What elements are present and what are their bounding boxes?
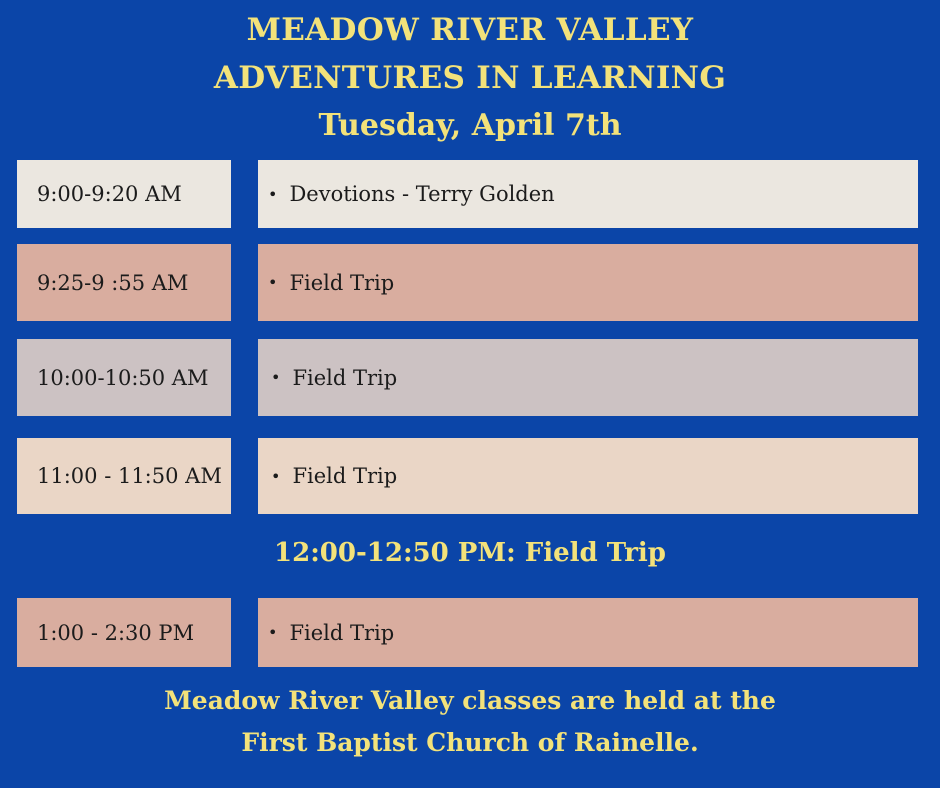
activity-cell xyxy=(258,598,918,667)
activity-label: Field Trip xyxy=(292,464,398,488)
activity-cell xyxy=(258,160,918,228)
footer-line-2: First Baptist Church of Rainelle. xyxy=(241,728,699,757)
schedule-row xyxy=(0,438,940,514)
time-cell: 9:25-9 :55 AM xyxy=(17,244,231,321)
noon-schedule-line: 12:00-12:50 PM: Field Trip xyxy=(274,538,666,568)
bullet-icon: • xyxy=(271,368,281,387)
schedule-row xyxy=(0,598,940,667)
schedule-row xyxy=(0,160,940,228)
activity-cell xyxy=(258,438,918,514)
bullet-icon: • xyxy=(271,466,281,486)
time-cell: 11:00 - 11:50 AM xyxy=(17,438,231,514)
schedule-row xyxy=(0,339,940,416)
schedule-row xyxy=(0,244,940,321)
time-cell: 9:00-9:20 AM xyxy=(17,160,231,228)
activity-label: Field Trip xyxy=(289,270,395,295)
title-line-1: MEADOW RIVER VALLEY xyxy=(246,12,694,48)
activity-label: Field Trip xyxy=(292,365,398,390)
activity-label: Devotions - Terry Golden xyxy=(289,182,555,206)
title-line-2: ADVENTURES IN LEARNING xyxy=(213,60,727,96)
time-cell: 10:00-10:50 AM xyxy=(17,339,231,416)
activity-cell xyxy=(258,339,918,416)
time-cell: 1:00 - 2:30 PM xyxy=(17,598,231,667)
footer-line-1: Meadow River Valley classes are held at the xyxy=(164,686,776,715)
activity-cell xyxy=(258,244,918,321)
bullet-icon: • xyxy=(268,273,278,292)
bullet-icon: • xyxy=(268,184,278,204)
date-heading: Tuesday, April 7th xyxy=(318,108,622,143)
bullet-icon: • xyxy=(268,623,278,642)
activity-label: Field Trip xyxy=(289,620,395,645)
